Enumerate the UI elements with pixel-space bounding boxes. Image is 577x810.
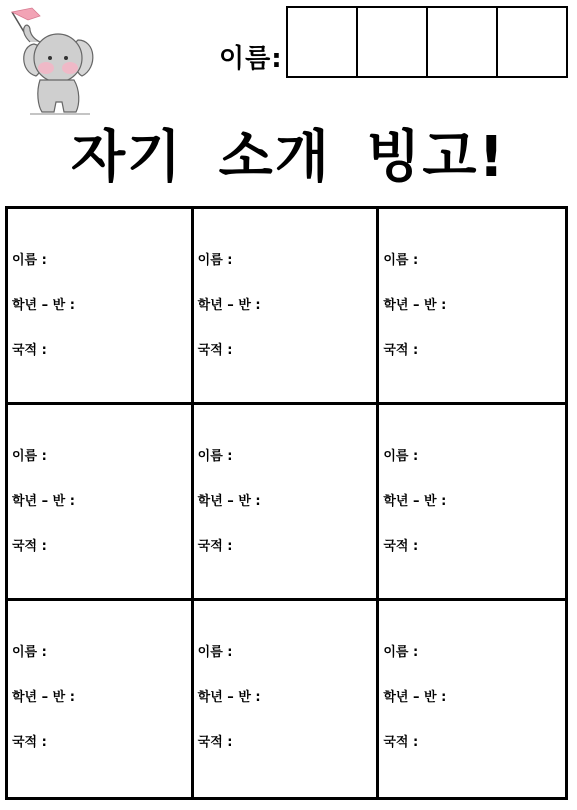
- cell-grade-class-label: 학년 – 반 :: [383, 298, 447, 313]
- cell-name-label: 이름 :: [197, 253, 233, 268]
- cell-nationality-label: 국적 :: [12, 343, 47, 358]
- cell-grade-class-label: 학년 – 반 :: [383, 690, 447, 705]
- cell-grade-class-label: 학년 – 반 :: [197, 298, 261, 313]
- cell-name-label: 이름 :: [383, 645, 419, 660]
- cell-nationality-label: 국적 :: [12, 735, 47, 750]
- bingo-grid: [5, 206, 568, 800]
- cell-grade-class-label: 학년 – 반 :: [197, 690, 261, 705]
- cell-grade-class-label: 학년 – 반 :: [383, 494, 447, 509]
- cell-nationality-label: 국적 :: [197, 343, 233, 358]
- bingo-cell[interactable]: [194, 209, 380, 405]
- cell-name-label: 이름 :: [12, 449, 47, 464]
- bingo-cell[interactable]: [8, 601, 194, 797]
- page-title: 자기 소개 빙고!: [70, 125, 507, 190]
- cell-nationality-label: 국적 :: [383, 343, 419, 358]
- cell-nationality-label: 국적 :: [383, 735, 419, 750]
- bingo-cell[interactable]: [194, 405, 380, 601]
- cell-name-label: 이름 :: [197, 449, 233, 464]
- cell-grade-class-label: 학년 – 반 :: [12, 690, 75, 705]
- bingo-cell[interactable]: [8, 405, 194, 601]
- cell-grade-class-label: 학년 – 반 :: [197, 494, 261, 509]
- bingo-cell[interactable]: [8, 209, 194, 405]
- name-label: 이름:: [219, 44, 283, 74]
- elephant-icon: [10, 6, 100, 118]
- cell-grade-class-label: 학년 – 반 :: [12, 298, 75, 313]
- name-box[interactable]: [498, 8, 566, 76]
- cell-name-label: 이름 :: [383, 253, 419, 268]
- cell-nationality-label: 국적 :: [197, 735, 233, 750]
- cell-name-label: 이름 :: [12, 645, 47, 660]
- cell-name-label: 이름 :: [12, 253, 47, 268]
- name-box[interactable]: [428, 8, 498, 76]
- cell-name-label: 이름 :: [383, 449, 419, 464]
- bingo-cell[interactable]: [379, 405, 565, 601]
- cell-nationality-label: 국적 :: [197, 539, 233, 554]
- bingo-cell[interactable]: [379, 601, 565, 797]
- cell-grade-class-label: 학년 – 반 :: [12, 494, 75, 509]
- name-boxes: [286, 6, 568, 78]
- cell-nationality-label: 국적 :: [383, 539, 419, 554]
- name-box[interactable]: [358, 8, 428, 76]
- bingo-cell[interactable]: [194, 601, 380, 797]
- cell-nationality-label: 국적 :: [12, 539, 47, 554]
- bingo-cell[interactable]: [379, 209, 565, 405]
- cell-name-label: 이름 :: [197, 645, 233, 660]
- name-box[interactable]: [288, 8, 358, 76]
